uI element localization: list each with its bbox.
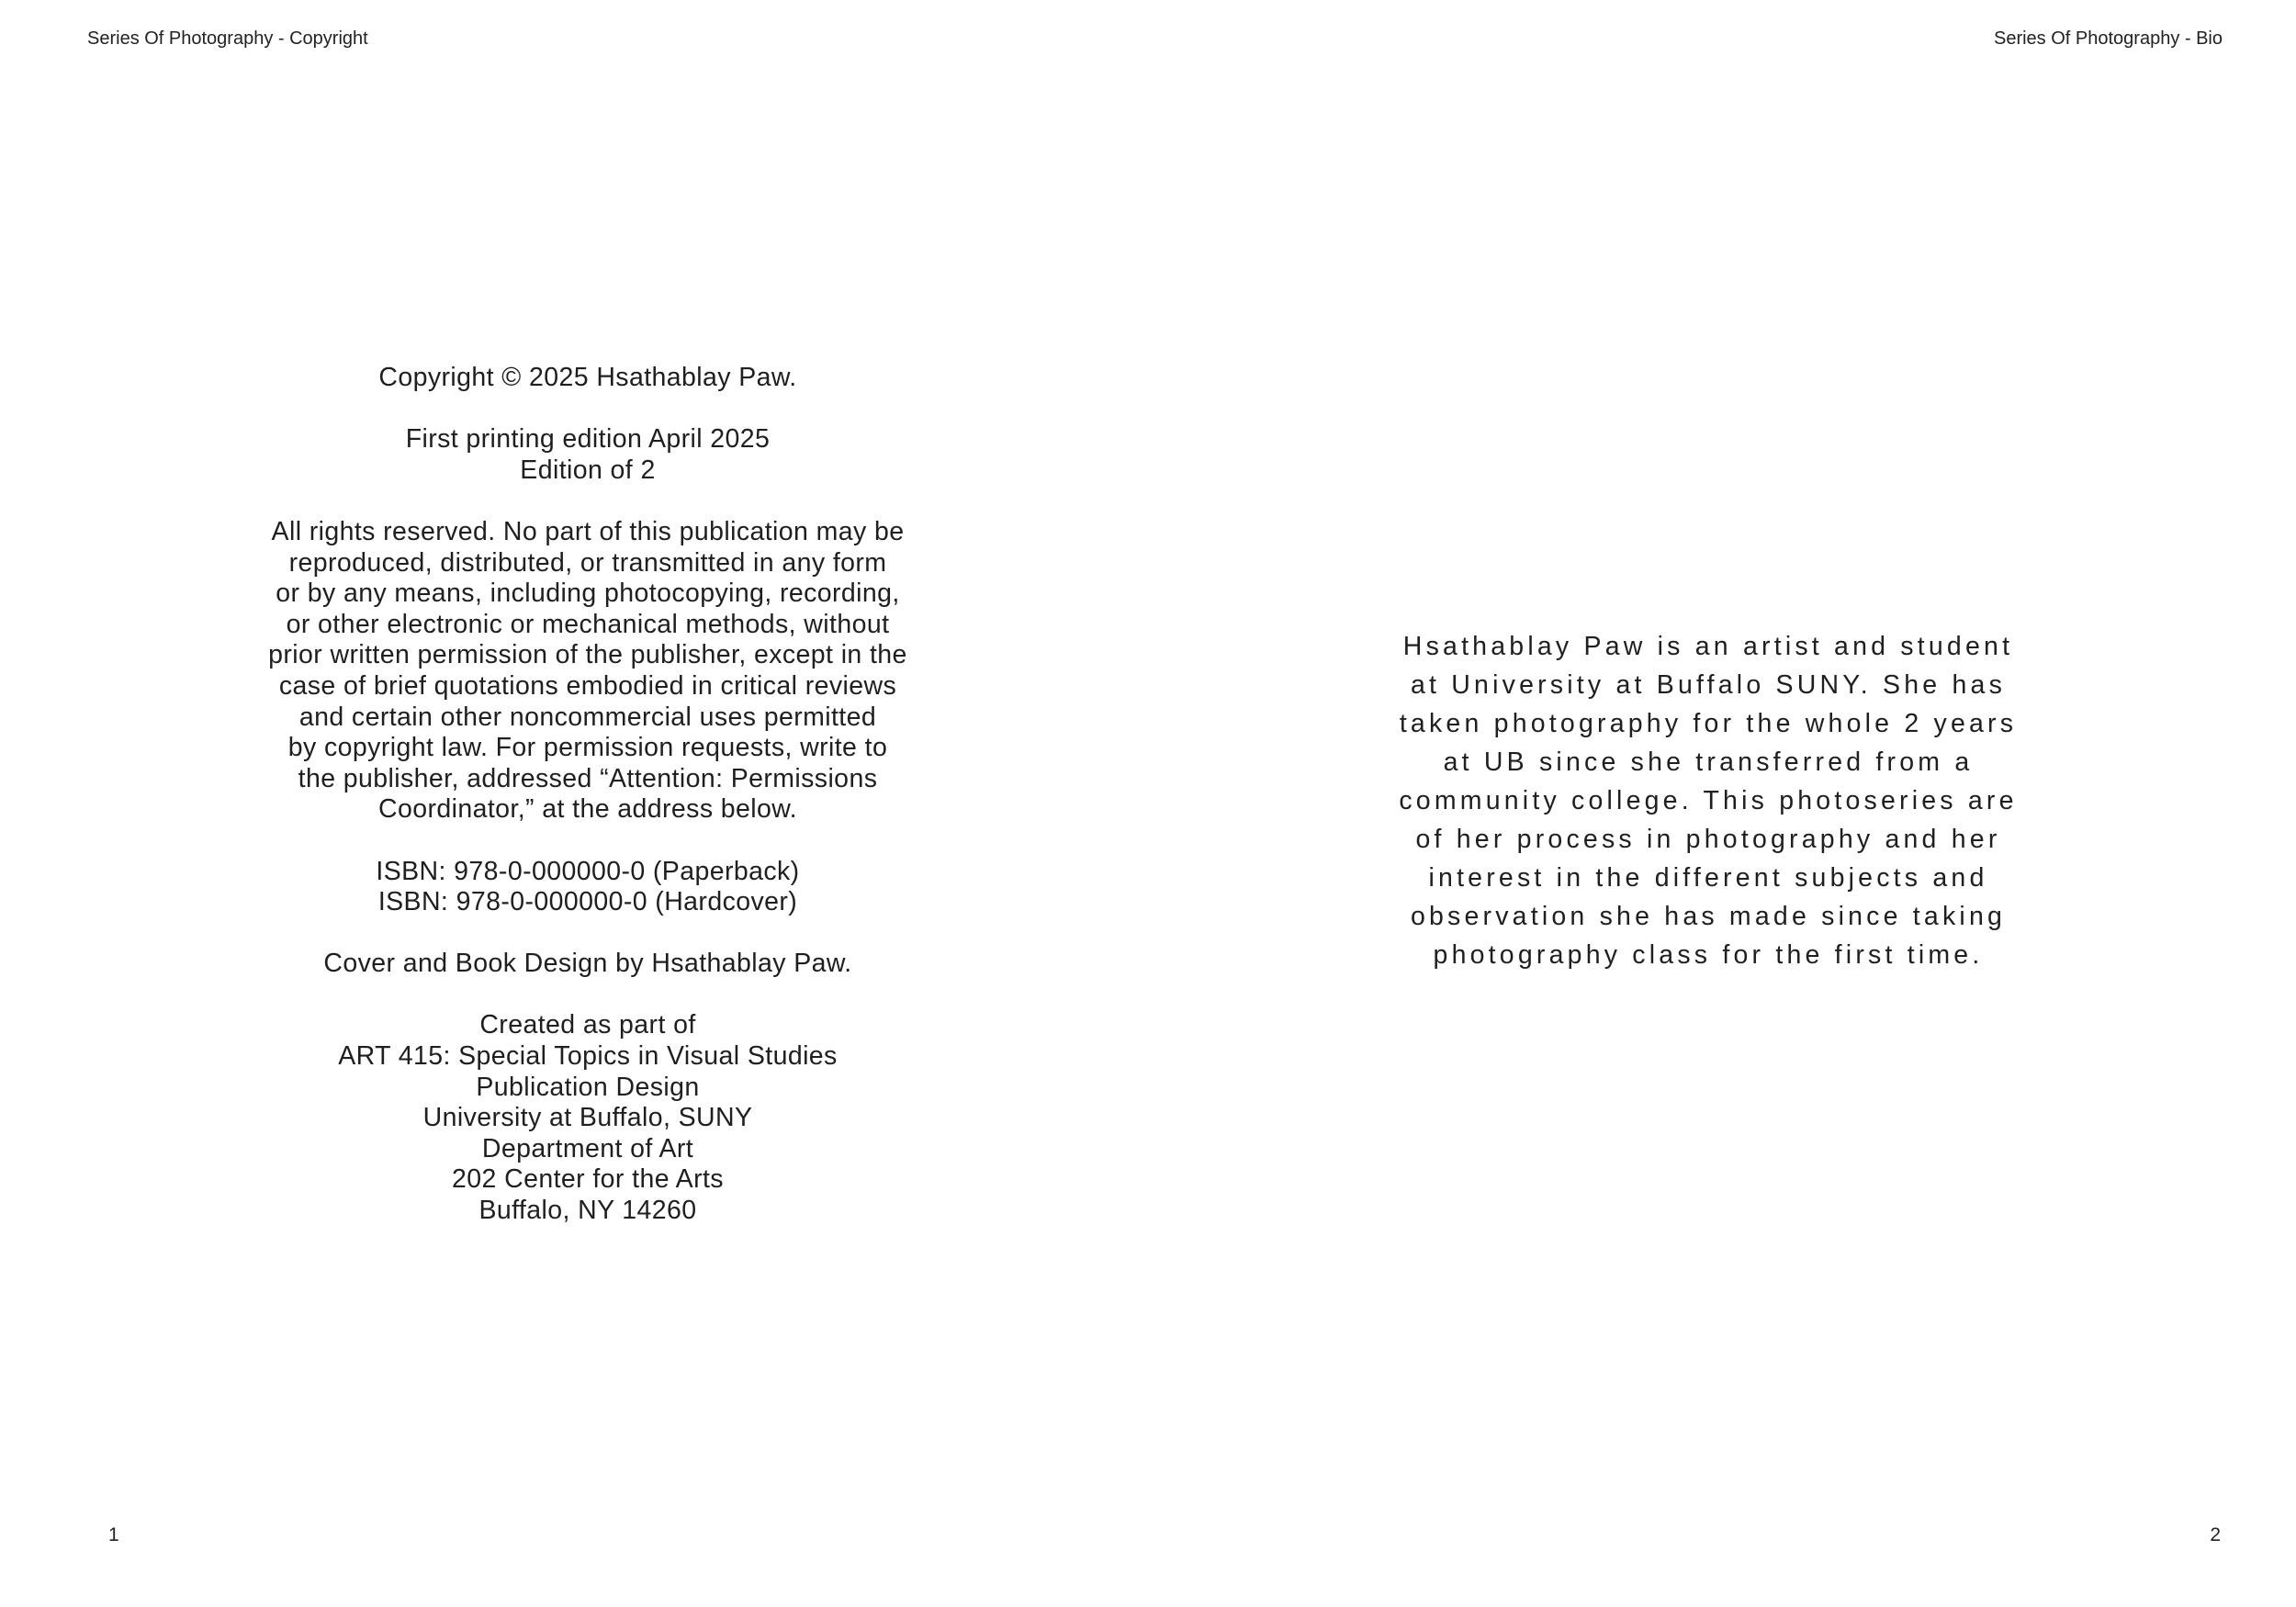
rights-line: and certain other noncommercial uses permitted <box>298 702 877 732</box>
bio-text-block <box>1322 627 2094 974</box>
course-line: 202 Center for the Arts <box>452 1164 724 1195</box>
page-number-left: 1 <box>108 1524 119 1545</box>
bio-line: Hsathablay Paw is an artist and student <box>1402 632 2014 661</box>
edition-line: Edition of 2 <box>520 455 656 485</box>
bio-line: at UB since she transferred from a <box>1443 747 1974 777</box>
edition-line: First printing edition April 2025 <box>405 424 771 455</box>
copyright-notice <box>220 363 955 394</box>
course-line: University at Buffalo, SUNY <box>422 1103 753 1133</box>
course-info <box>220 1010 955 1226</box>
design-credit-line: Cover and Book Design by Hsathablay Paw. <box>323 949 852 979</box>
isbn-info <box>220 857 955 918</box>
isbn-line: ISBN: 978-0-000000-0 (Paperback) <box>376 856 800 886</box>
bio-line: of her process in photography and her <box>1415 825 2001 854</box>
course-line: Publication Design <box>476 1072 700 1102</box>
rights-line: All rights reserved. No part of this publication may be <box>271 516 905 546</box>
page-number-right: 2 <box>2210 1524 2221 1545</box>
running-header-right: Series Of Photography - Bio <box>1993 28 2223 49</box>
bio-line: photography class for the first time. <box>1433 940 1984 970</box>
rights-line: or by any means, including photocopying, recording, <box>276 579 900 609</box>
bio-line: observation she has made since taking <box>1410 902 2007 931</box>
course-line: Created as part of <box>479 1010 696 1040</box>
rights-line: case of brief quotations embodied in critical reviews <box>278 670 897 701</box>
rights-line: Coordinator,” at the address below. <box>377 794 797 825</box>
rights-line: the publisher, addressed “Attention: Permissions <box>298 763 878 793</box>
rights-line: or other electronic or mechanical methods, without <box>286 609 890 639</box>
course-line: Department of Art <box>481 1133 694 1163</box>
course-line: Buffalo, NY 14260 <box>478 1196 697 1226</box>
bio-line: community college. This photoseries are <box>1399 786 2018 815</box>
bio-line: at University at Buffalo SUNY. She has <box>1410 670 2007 700</box>
bio-line: taken photography for the whole 2 years <box>1399 709 2018 738</box>
rights-line: reproduced, distributed, or transmitted in any form <box>288 547 887 578</box>
edition-info <box>220 424 955 486</box>
design-credit <box>220 949 955 980</box>
bio-line: interest in the different subjects and <box>1428 863 1988 893</box>
isbn-line: ISBN: 978-0-000000-0 (Hardcover) <box>377 887 798 917</box>
rights-line: prior written permission of the publisher, except in the <box>268 640 907 670</box>
rights-statement <box>220 517 955 826</box>
course-line: ART 415: Special Topics in Visual Studies <box>338 1041 838 1072</box>
running-header-left: Series Of Photography - Copyright <box>87 28 368 49</box>
rights-line: by copyright law. For permission requests, write to <box>287 733 888 763</box>
copyright-text-block <box>220 363 955 1257</box>
copyright-line: Copyright © 2025 Hsathablay Paw. <box>378 363 797 392</box>
